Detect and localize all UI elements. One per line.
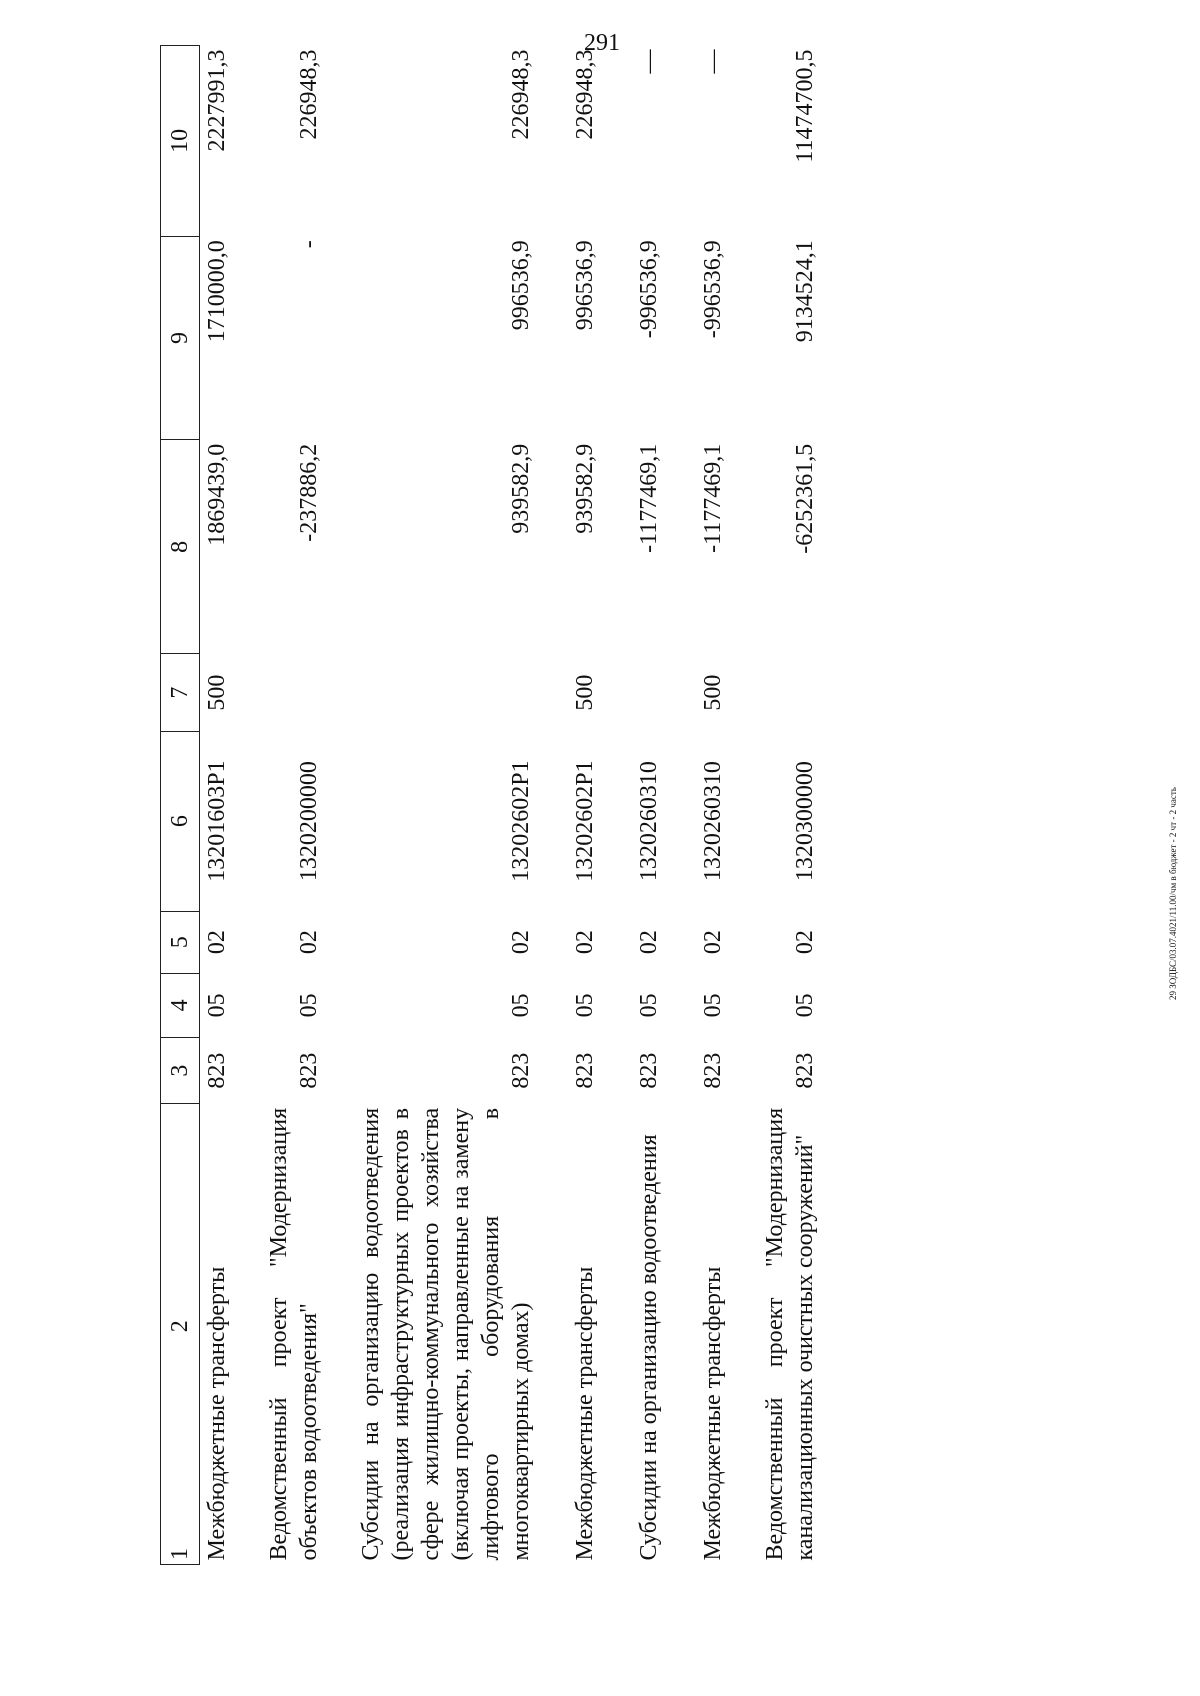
cell-5: 02 <box>295 930 322 955</box>
cell-3: 823 <box>203 1052 230 1089</box>
cell-6: 13202602Р1 <box>571 760 598 882</box>
cell-4: 05 <box>507 993 534 1018</box>
cell-4: 05 <box>699 993 726 1018</box>
cell-10: — <box>699 49 726 74</box>
column-header: 10 <box>161 46 200 237</box>
column-header: 1 2 <box>161 1104 200 1565</box>
cell-4: 05 <box>571 993 598 1018</box>
cell-9: 996536,9 <box>507 240 534 331</box>
column-header: 6 <box>161 731 200 911</box>
row-name: Ведомственный проект "Модернизация канализационных очистных сооружений" <box>761 1107 818 1561</box>
table-row <box>356 46 536 1565</box>
cell-3: 823 <box>571 1052 598 1089</box>
cell-3: 823 <box>295 1052 322 1089</box>
cell-9: - <box>295 240 322 249</box>
table-row <box>696 46 728 1565</box>
cell-5: 02 <box>635 930 662 955</box>
cell-5: 02 <box>571 930 598 955</box>
table-row <box>200 46 232 1565</box>
row-name: Межбюджетные трансферты <box>699 1266 726 1561</box>
cell-6: 1320260310 <box>635 761 662 882</box>
row-name: Субсидии на организацию водоотведения <box>635 1134 662 1561</box>
cell-10: 2227991,3 <box>203 49 230 152</box>
cell-4: 05 <box>791 993 818 1018</box>
cell-6: 13202602Р1 <box>507 760 534 882</box>
budget-table <box>160 45 820 1565</box>
column-header: 4 <box>161 973 200 1037</box>
column-number-row <box>161 46 200 1565</box>
cell-7 <box>760 654 820 731</box>
cell-7 <box>264 654 324 731</box>
cell-7 <box>632 654 664 731</box>
cell-3: 823 <box>635 1052 662 1089</box>
cell-10: — <box>635 49 662 74</box>
cell-8: 1869439,0 <box>203 443 230 546</box>
cell-3: 823 <box>791 1052 818 1089</box>
cell-7 <box>356 654 536 731</box>
table-row <box>632 46 664 1565</box>
cell-9: -996536,9 <box>635 240 662 339</box>
column-header: 3 <box>161 1037 200 1103</box>
cell-8: -1177469,1 <box>699 443 726 553</box>
page-number: 291 <box>584 30 620 56</box>
cell-10: 226948,3 <box>295 49 322 140</box>
cell-9: 996536,9 <box>571 240 598 331</box>
cell-3: 823 <box>507 1052 534 1089</box>
cell-4: 05 <box>635 993 662 1018</box>
cell-10: 11474700,5 <box>791 49 818 163</box>
table-row <box>264 46 324 1565</box>
cell-7: 500 <box>571 674 598 711</box>
cell-7: 500 <box>699 674 726 711</box>
cell-6: 13201603Р1 <box>203 760 230 882</box>
column-header: 5 <box>161 911 200 973</box>
cell-6: 1320200000 <box>295 761 322 882</box>
column-header: 7 <box>161 654 200 731</box>
cell-9: 9134524,1 <box>791 240 818 343</box>
cell-3: 823 <box>699 1052 726 1089</box>
cell-10: 226948,3 <box>571 49 598 140</box>
row-name: Межбюджетные трансферты <box>571 1266 598 1561</box>
row-name: Субсидии на организацию водоотведения (реализация инфраструктурных проектов в сфере жилищно-коммунального хозяйства (включая проекты, направленные на замену лифтового оборудования в многоквартирных домах) <box>357 1107 534 1561</box>
column-header: 9 <box>161 236 200 440</box>
table-row <box>760 46 820 1565</box>
cell-6: 1320300000 <box>791 761 818 882</box>
cell-5: 02 <box>791 930 818 955</box>
cell-5: 02 <box>507 930 534 955</box>
cell-8: -237886,2 <box>295 443 322 542</box>
row-name: Ведомственный проект "Модернизация объектов водоотведения" <box>265 1107 322 1561</box>
cell-9: 1710000,0 <box>203 240 230 343</box>
cell-4: 05 <box>295 993 322 1018</box>
cell-8: 939582,9 <box>507 443 534 534</box>
cell-8: -1177469,1 <box>635 443 662 553</box>
cell-8: 939582,9 <box>571 443 598 534</box>
table-row <box>568 46 600 1565</box>
cell-7: 500 <box>203 674 230 711</box>
budget-table-sheet <box>160 45 1170 1565</box>
row-name: Межбюджетные трансферты <box>203 1266 230 1561</box>
cell-4: 05 <box>203 993 230 1018</box>
cell-5: 02 <box>699 930 726 955</box>
column-header: 8 <box>161 440 200 654</box>
cell-9: -996536,9 <box>699 240 726 339</box>
footer-note: 29 ЗОДБС/03.07.4021/11.00/чм в бюджет - 2 чт - 2 часть <box>1168 787 1178 1000</box>
cell-5: 02 <box>203 930 230 955</box>
cell-6: 1320260310 <box>699 761 726 882</box>
cell-8: -6252361,5 <box>791 443 818 554</box>
cell-10: 226948,3 <box>507 49 534 140</box>
